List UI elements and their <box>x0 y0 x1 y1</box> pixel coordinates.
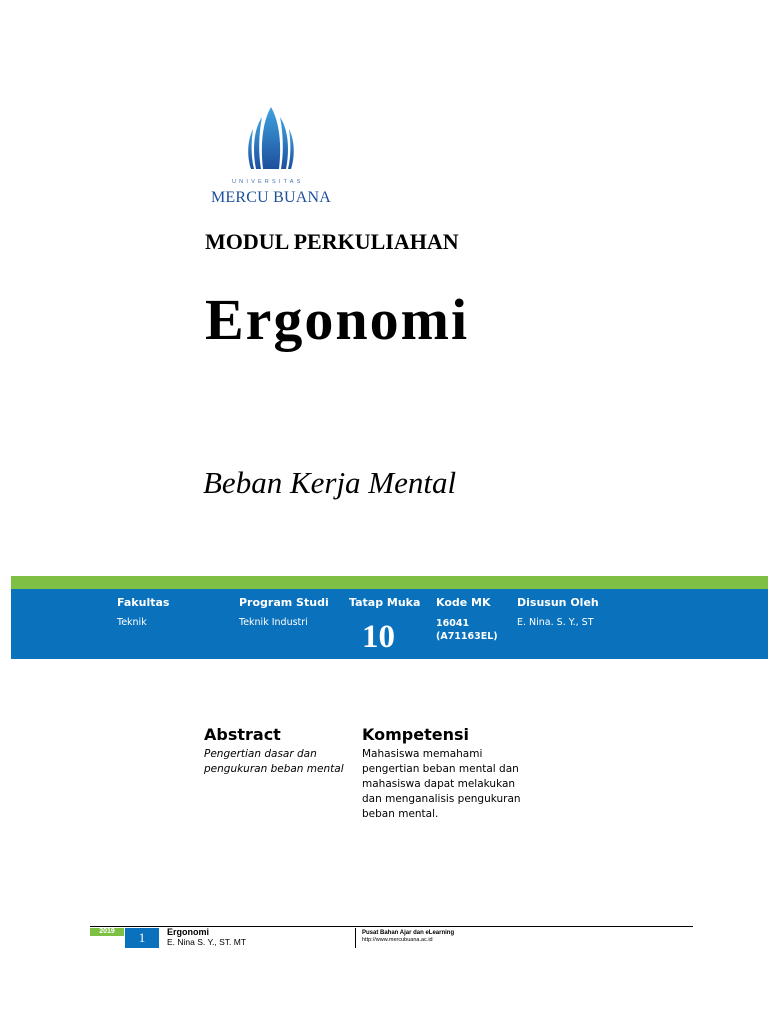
footer-year: 2019 <box>90 928 124 936</box>
author-label: Disusun Oleh <box>517 596 599 609</box>
footer-divider <box>355 928 356 948</box>
meeting-label: Tatap Muka <box>349 596 421 609</box>
footer-course: Ergonomi <box>167 927 209 937</box>
green-accent-bar <box>11 576 768 589</box>
course-code-line1: 16041 <box>436 618 470 629</box>
abstract-heading: Abstract <box>204 725 281 744</box>
competence-heading: Kompetensi <box>362 725 469 744</box>
program-label: Program Studi <box>239 596 329 609</box>
university-logo <box>205 103 340 210</box>
course-code-label: Kode MK <box>436 596 491 609</box>
program-value: Teknik Industri <box>239 617 308 628</box>
module-label: MODUL PERKULIAHAN <box>205 229 459 254</box>
author-value: E. Nina. S. Y., ST <box>517 617 594 628</box>
faculty-label: Fakultas <box>117 596 170 609</box>
logo-university-name: MERCU BUANA <box>211 189 331 206</box>
meeting-number: 10 <box>362 619 395 655</box>
logo-universitas-text: UNIVERSITAS <box>232 179 304 185</box>
course-code-line2: (A71163EL) <box>436 631 498 642</box>
faculty-value: Teknik <box>117 617 147 628</box>
course-title: Ergonomi <box>205 287 470 352</box>
footer-url: http://www.mercubuana.ac.id <box>362 937 433 943</box>
topic-title: Beban Kerja Mental <box>203 465 457 500</box>
footer-center-name: Pusat Bahan Ajar dan eLearning <box>362 930 455 936</box>
footer-author: E. Nina S. Y., ST. MT <box>167 937 247 947</box>
abstract-text: Pengertian dasar dan pengukuran beban mental <box>204 748 344 775</box>
footer-page-number: 1 <box>125 928 159 948</box>
competence-text: Mahasiswa memahami pengertian beban mental dan mahasiswa dapat melakukan dan menganalisis pengukuran beban mental. <box>362 748 521 820</box>
